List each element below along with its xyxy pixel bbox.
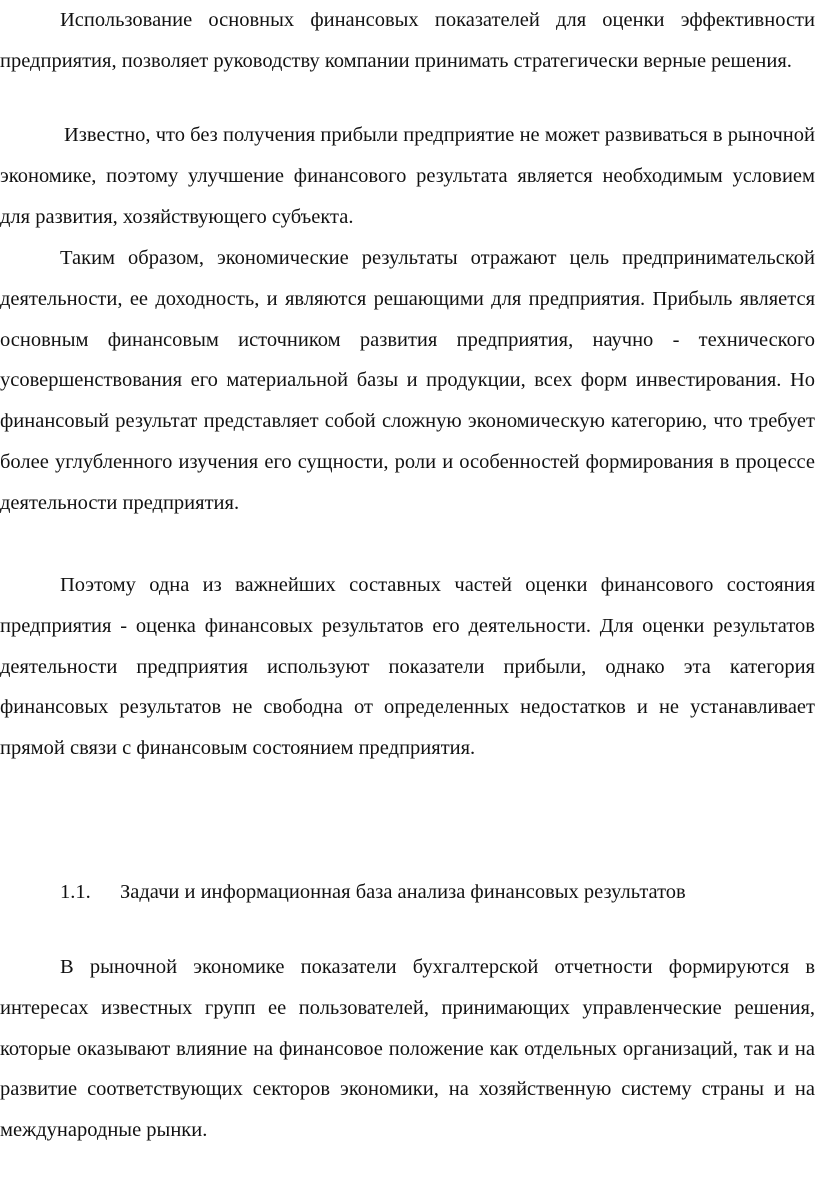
section-heading	[60, 872, 686, 913]
paragraph-economic-results: Таким образом, экономические результаты отражают цель предпринимательской деятельности, ее доходность, и являются решающими для предприятия. Прибыль является основным финансовым источником развития предприятия, научно - технического усовершенствования его материальной базы и продукции, всех форм инвестирования. Но финансовый результат представляет собой сложную экономическую категорию, что требует более углубленного изучения его сущности, роли и особенностей формирования в процессе деятельности предприятия.	[0, 247, 815, 514]
paragraph-financial-state-assessment: Поэтому одна из важнейших составных частей оценки финансового состояния предприятия - оценка финансовых результатов его деятельности. Для оценки результатов деятельности предприятия используют показатели прибыли, однако эта категория финансовых результатов не свободна от определенных недостатков и не устанавливает прямой связи с финансовым состоянием предприятия.	[0, 574, 815, 760]
paragraph-financial-indicators: Использование основных финансовых показателей для оценки эффективности предприятия, позволяет руководству компании принимать стратегически верные решения.	[0, 9, 815, 72]
section-title: Задачи и информационная база анализа финансовых результатов	[120, 881, 686, 903]
paragraph-reporting-indicators: В рыночной экономике показатели бухгалтерской отчетности формируются в интересах известных групп ее пользователей, принимающих управленческие решения, которые оказывают влияние на финансовое положение как отдельных организаций, так и на развитие соответствующих секторов экономики, на хозяйственную систему страны и на международные рынки.	[0, 956, 815, 1142]
section-number: 1.1.	[60, 881, 91, 903]
paragraph-profit-development: Известно, что без получения прибыли предприятие не может развиваться в рыночной экономике, поэтому улучшение финансового результата является необходимым условием для развития, хозяйствующего субъекта.	[0, 124, 815, 228]
